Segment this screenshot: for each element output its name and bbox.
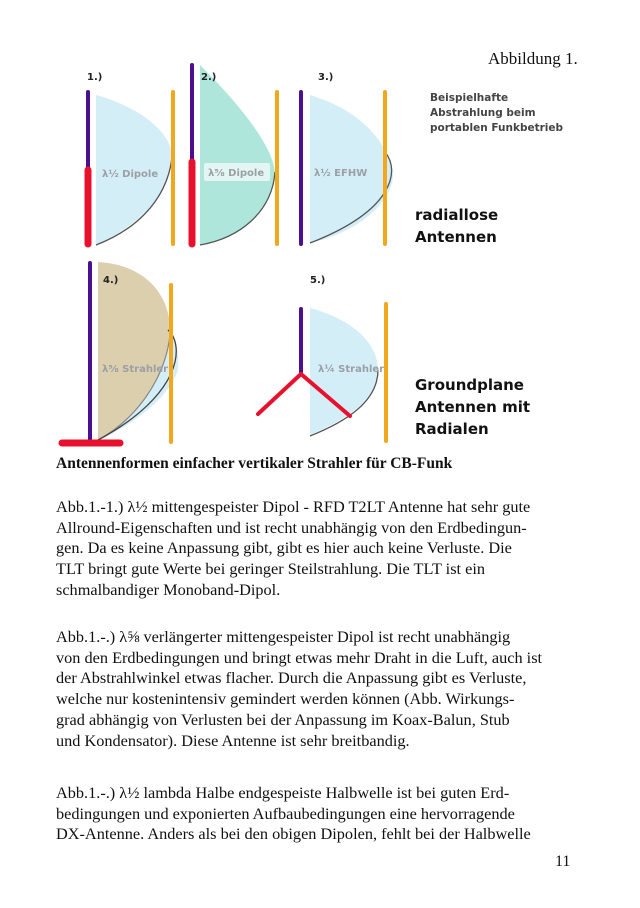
group-label-radialless bbox=[415, 206, 498, 246]
page-number: 11 bbox=[555, 853, 571, 870]
antenna-2 bbox=[192, 65, 277, 245]
text-line: DX-Antenne. Anders als bei den obigen Dipolen, fehlt bei der Halbwelle bbox=[56, 824, 531, 844]
text-line: und Kondensator). Diese Antenne ist sehr breitbandig. bbox=[56, 730, 410, 750]
text-line: bedingungen und exponierten Aufbaubedingungen eine hervorragende bbox=[56, 803, 515, 823]
text-line: Allround-Eigenschaften und ist recht unabhängig von den Erdbedingun- bbox=[56, 517, 527, 537]
text-line: Abb.1.-.) λ⅝ verlängerter mittengespeister Dipol ist recht unabhängig bbox=[56, 627, 511, 646]
antenna-4 bbox=[62, 262, 178, 443]
text-line: grad abhängig von Verlusten bei der Anpassung im Koax-Balun, Stub bbox=[56, 709, 510, 729]
antenna-label: λ⅝ Dipole bbox=[208, 168, 265, 179]
side-note bbox=[430, 92, 564, 134]
antenna-label: λ⅝ Strahler bbox=[102, 364, 169, 375]
text-line: Abb.1.-1.) λ½ mittengespeister Dipol - RFD T2LT Antenne hat sehr gute bbox=[56, 497, 531, 516]
group-label-line: Antennen mit bbox=[415, 398, 531, 416]
text-line: Abb.1.-.) λ½ lambda Halbe endgespeiste Halbwelle ist bei guten Erd- bbox=[56, 783, 510, 802]
group-label-line: Antennen bbox=[415, 228, 497, 246]
side-note-line: portablen Funkbetrieb bbox=[430, 122, 564, 134]
text-line: der Abstrahlwinkel etwas flacher. Durch die Anpassung gibt es Verluste, bbox=[56, 668, 527, 688]
antenna-number: 2.) bbox=[201, 72, 217, 83]
paragraph bbox=[56, 783, 531, 845]
antenna-label: λ½ EFHW bbox=[314, 168, 368, 179]
figure-title: Abbildung 1. bbox=[488, 49, 578, 68]
antenna-label: λ¼ Strahler bbox=[318, 364, 385, 375]
figure-caption: Antennenformen einfacher vertikaler Strahler für CB-Funk bbox=[56, 455, 453, 472]
text-line: gen. Da es keine Anpassung gibt, gibt es hier auch keine Verluste. Die bbox=[56, 538, 512, 558]
side-note-line: Beispielhafte bbox=[430, 92, 509, 104]
text-line: TLT bringt gute Werte bei geringer Steilstrahlung. Die TLT ist ein bbox=[56, 559, 486, 579]
side-note-line: Abstrahlung beim bbox=[430, 107, 536, 119]
group-label-groundplane bbox=[415, 376, 530, 438]
text-line: von den Erdbedingungen und bringt etwas mehr Draht in die Luft, auch ist bbox=[56, 647, 543, 667]
antenna-label: λ½ Dipole bbox=[102, 169, 159, 180]
paragraph bbox=[56, 627, 542, 751]
radiation-lobe bbox=[200, 65, 275, 245]
antenna-3 bbox=[301, 72, 393, 244]
text-line: schmalbandiger Monoband-Dipol. bbox=[56, 579, 281, 599]
group-label-line: radiallose bbox=[415, 206, 499, 224]
paragraph bbox=[56, 497, 530, 601]
antenna-number: 1.) bbox=[87, 72, 103, 83]
antenna-number: 3.) bbox=[318, 72, 334, 83]
antenna-5 bbox=[258, 275, 386, 441]
antenna-number: 5.) bbox=[310, 275, 326, 286]
radial-left bbox=[258, 374, 301, 414]
group-label-line: Groundplane bbox=[415, 376, 524, 394]
antenna-1 bbox=[87, 72, 173, 245]
group-label-line: Radialen bbox=[415, 420, 489, 438]
text-line: welche nur kostenintensiv gemindert werden können (Abb. Wirkungs- bbox=[56, 689, 515, 709]
antenna-number: 4.) bbox=[103, 275, 119, 286]
